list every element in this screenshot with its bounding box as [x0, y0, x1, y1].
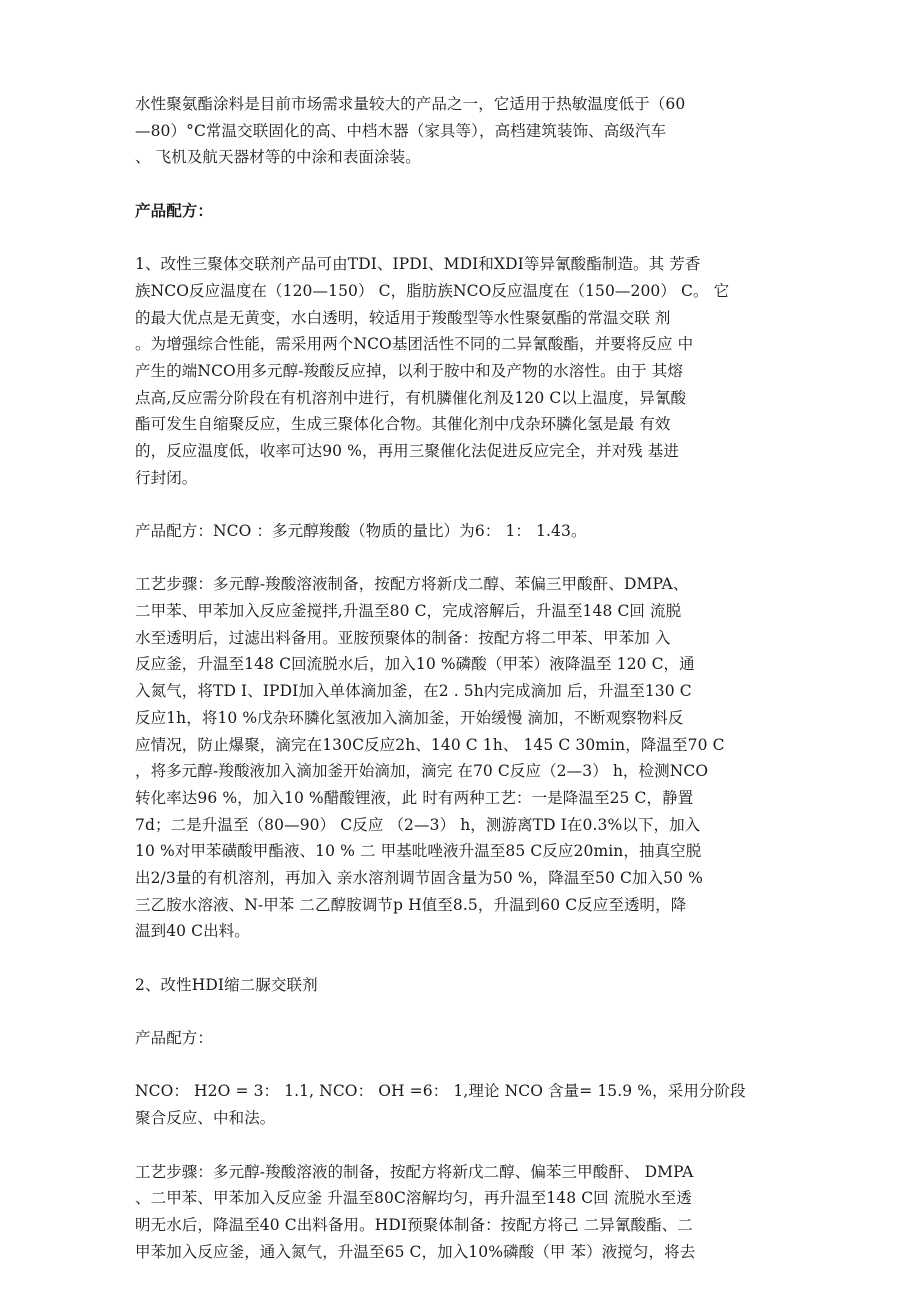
- text-line: 产生的端NCO用多元醇-羧酸反应掉，以利于胺中和及产物的水溶性。由于 其熔: [135, 361, 683, 380]
- heading-text: 产品配方：: [135, 200, 214, 220]
- text-line: 产品配方：NCO ：多元醇羧酸（物质的量比）为6： 1： 1.43。: [135, 522, 587, 540]
- paragraph-section1-process: [135, 571, 790, 945]
- text-line: 出2/3量的有机溶剂，再加入 亲水溶剂调节固含量为50 %，降温至50 C加入50 %: [135, 868, 703, 887]
- text-line: 工艺步骤：多元醇-羧酸溶液的制备，按配方将新戊二醇、偏苯三甲酸酐、 DMPA: [135, 1162, 694, 1181]
- text-line: 行封闭。: [135, 468, 198, 487]
- text-line: 应情况，防止爆聚，滴完在130C反应2h、140 C 1h、 145 C 30min，降温至70 C: [135, 735, 725, 754]
- section2-formula-heading: [135, 1025, 790, 1052]
- text-line: 族NCO反应温度在（120—150） C，脂肪族NCO反应温度在（150—200） C。 它: [135, 281, 730, 300]
- text-line: 、二甲苯、甲苯加入反应釜 升温至80C溶解均匀，再升温至148 C回 流脱水至透: [135, 1189, 692, 1208]
- text-line: 1、改性三聚体交联剂产品可由TDI、IPDI、MDI和XDI等异氰酸酯制造。其 芳香: [135, 255, 701, 274]
- heading-product-formula: [135, 198, 790, 225]
- text-line: 10 %对甲苯磺酸甲酯液、10 % 二 甲基吡唑液升温至85 C反应20min，抽真空脱: [135, 842, 702, 861]
- text-line: 7d；二是升温至（80—90） C反应 （2—3） h，测游离TD I在0.3%以下，加入: [135, 815, 701, 834]
- text-line: 聚合反应、中和法。: [135, 1109, 276, 1128]
- text-line: 三乙胺水溶液、N-甲苯 二乙醇胺调节p H值至8.5，升温到60 C反应至透明，降: [135, 895, 687, 914]
- text-line: 点高,反应需分阶段在有机溶剂中进行，有机膦催化剂及120 C以上温度，异氰酸: [135, 388, 687, 407]
- text-line: —80）°C常温交联固化的高、中档木器（家具等），高档建筑装饰、高级汽车: [135, 121, 667, 140]
- text-line: 水性聚氨酯涂料是目前市场需求量较大的产品之一，它适用于热敏温度低于（60: [135, 95, 686, 113]
- paragraph-section2-formula: [135, 1078, 790, 1131]
- text-line: 的，反应温度低，收率可达90 %，再用三聚催化法促进反应完全，并对残 基进: [135, 441, 680, 460]
- document-page: [135, 91, 790, 1292]
- paragraph-intro: [135, 91, 790, 171]
- paragraph-section2-process: [135, 1159, 790, 1266]
- section2-title: [135, 972, 790, 999]
- text-line: 甲苯加入反应釜，通入氮气，升温至65 C，加入10%磷酸（甲 苯）液搅匀，将去: [135, 1242, 696, 1261]
- text-line: 的最大优点是无黄变，水白透明，较适用于羧酸型等水性聚氨酯的常温交联 剂: [135, 308, 671, 327]
- text-line: 反应1h，将10 %戊杂环膦化氢液加入滴加釜，开始缓慢 滴加，不断观察物料反: [135, 708, 684, 727]
- text-line: 工艺步骤：多元醇-羧酸溶液制备，按配方将新戊二醇、苯偏三甲酸酐、DMPA、: [135, 575, 689, 594]
- text-line: 产品配方：: [135, 1029, 214, 1048]
- text-line: NCO： H2O = 3： 1.1, NCO： OH =6： 1,理论 NCO 含量= 15.9 %，采用分阶段: [135, 1082, 746, 1101]
- text-line: 、 飞机及航天器材等的中涂和表面涂装。: [135, 148, 421, 167]
- paragraph-section1-intro: [135, 251, 790, 491]
- text-line: 水至透明后，过滤出料备用。亚胺预聚体的制备：按配方将二甲苯、甲苯加 入: [135, 628, 671, 647]
- text-line: ，将多元醇-羧酸液加入滴加釜开始滴加，滴完 在70 C反应（2—3） h，检测NCO: [135, 762, 709, 781]
- text-line: 反应釜，升温至148 C回流脱水后，加入10 %磷酸（甲苯）液降温至 120 C，通: [135, 655, 695, 674]
- paragraph-section1-formula: [135, 518, 790, 545]
- text-line: 。为增强综合性能，需采用两个NCO基团活性不同的二异氰酸酯，并要将反应 中: [135, 335, 694, 354]
- text-line: 酯可发生自缩聚反应，生成三聚体化合物。其催化剂中戊杂环膦化氢是最 有效: [135, 415, 671, 434]
- text-line: 明无水后，降温至40 C出料备用。HDI预聚体制备：按配方将己 二异氰酸酯、二: [135, 1215, 693, 1234]
- text-line: 二甲苯、甲苯加入反应釜搅拌,升温至80 C，完成溶解后，升温至148 C回 流脱: [135, 602, 682, 621]
- text-line: 温到40 C出料。: [135, 922, 250, 941]
- text-line: 转化率达96 %，加入10 %醋酸锂液，此 时有两种工艺：一是降温至25 C，静置: [135, 788, 694, 807]
- text-line: 2、改性HDI缩二脲交联剂: [135, 975, 318, 994]
- text-line: 入氮气，将TD I、IPDI加入单体滴加釜，在2 . 5h内完成滴加 后，升温至130 C: [135, 682, 692, 701]
